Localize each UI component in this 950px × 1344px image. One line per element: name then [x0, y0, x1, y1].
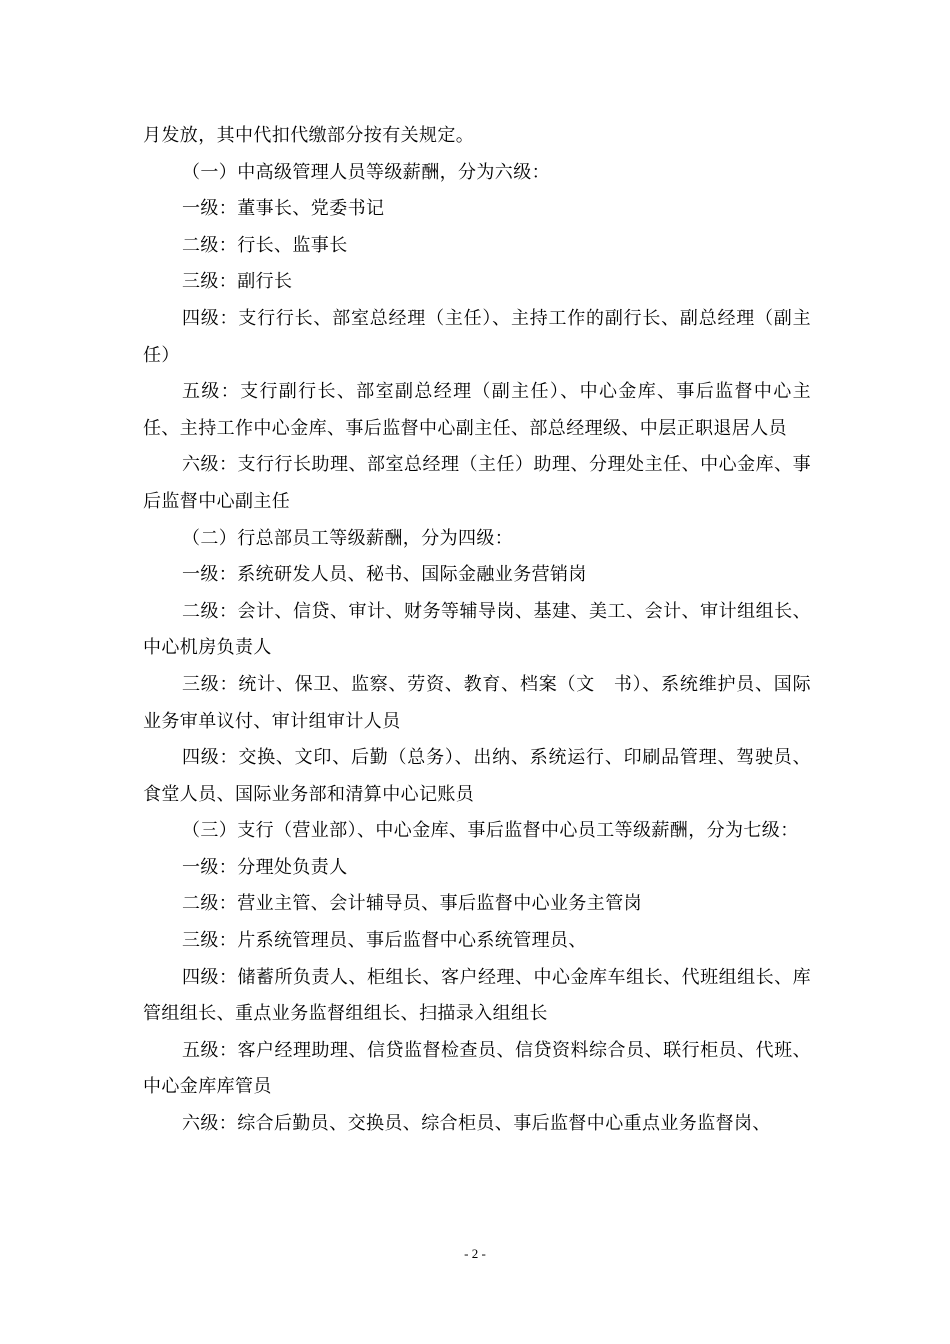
paragraph: 月发放，其中代扣代缴部分按有关规定。: [143, 125, 475, 146]
paragraph: 二级：行长、监事长: [182, 234, 348, 256]
paragraph: 三级：副行长: [182, 271, 293, 293]
paragraph: 二级：会计、信贷、审计、财务等辅导岗、基建、美工、会计、审计组组长、中心机房负责人: [143, 600, 811, 659]
paragraph: 一级：分理处负责人: [182, 856, 348, 878]
paragraph: 四级：储蓄所负责人、柜组长、客户经理、中心金库车组长、代班组组长、库管组组长、重点业务监督组组长、扫描录入组组长: [143, 966, 811, 1025]
section-heading-2: （二）行总部员工等级薪酬，分为四级：: [182, 527, 514, 549]
page-number: - 2 -: [464, 1246, 486, 1261]
paragraph: 四级：支行行长、部室总经理（主任）、主持工作的副行长、副总经理（副主任）: [143, 307, 811, 366]
paragraph: 六级：综合后勤员、交换员、综合柜员、事后监督中心重点业务监督岗、: [182, 1113, 771, 1135]
paragraph: 三级：片系统管理员、事后监督中心系统管理员、: [182, 930, 587, 952]
paragraph: 一级：系统研发人员、秘书、国际金融业务营销岗: [182, 564, 587, 586]
section-heading-1: （一）中高级管理人员等级薪酬，分为六级：: [182, 161, 550, 183]
paragraph: 四级：交换、文印、后勤（总务）、出纳、系统运行、印刷品管理、驾驶员、食堂人员、国际业务部和清算中心记账员: [143, 747, 811, 805]
paragraph: 二级：营业主管、会计辅导员、事后监督中心业务主管岗: [182, 893, 642, 915]
section-heading-3: （三）支行（营业部）、中心金库、事后监督中心员工等级薪酬，分为七级：: [182, 820, 799, 842]
paragraph: 三级：统计、保卫、监察、劳资、教育、档案（文 书）、系统维护员、国际业务审单议付、审计组审计人员: [143, 673, 811, 732]
paragraph: 六级：支行行长助理、部室总经理（主任）助理、分理处主任、中心金库、事后监督中心副主任: [143, 454, 811, 512]
paragraph: 五级：支行副行长、部室副总经理（副主任）、中心金库、事后监督中心主任、主持工作中心金库、事后监督中心副主任、部总经理级、中层正职退居人员: [143, 381, 811, 439]
body-text: [143, 118, 811, 1143]
paragraph: 一级：董事长、党委书记: [182, 198, 385, 220]
paragraph: 五级：客户经理助理、信贷监督检查员、信贷资料综合员、联行柜员、代班、中心金库库管员: [143, 1039, 811, 1098]
